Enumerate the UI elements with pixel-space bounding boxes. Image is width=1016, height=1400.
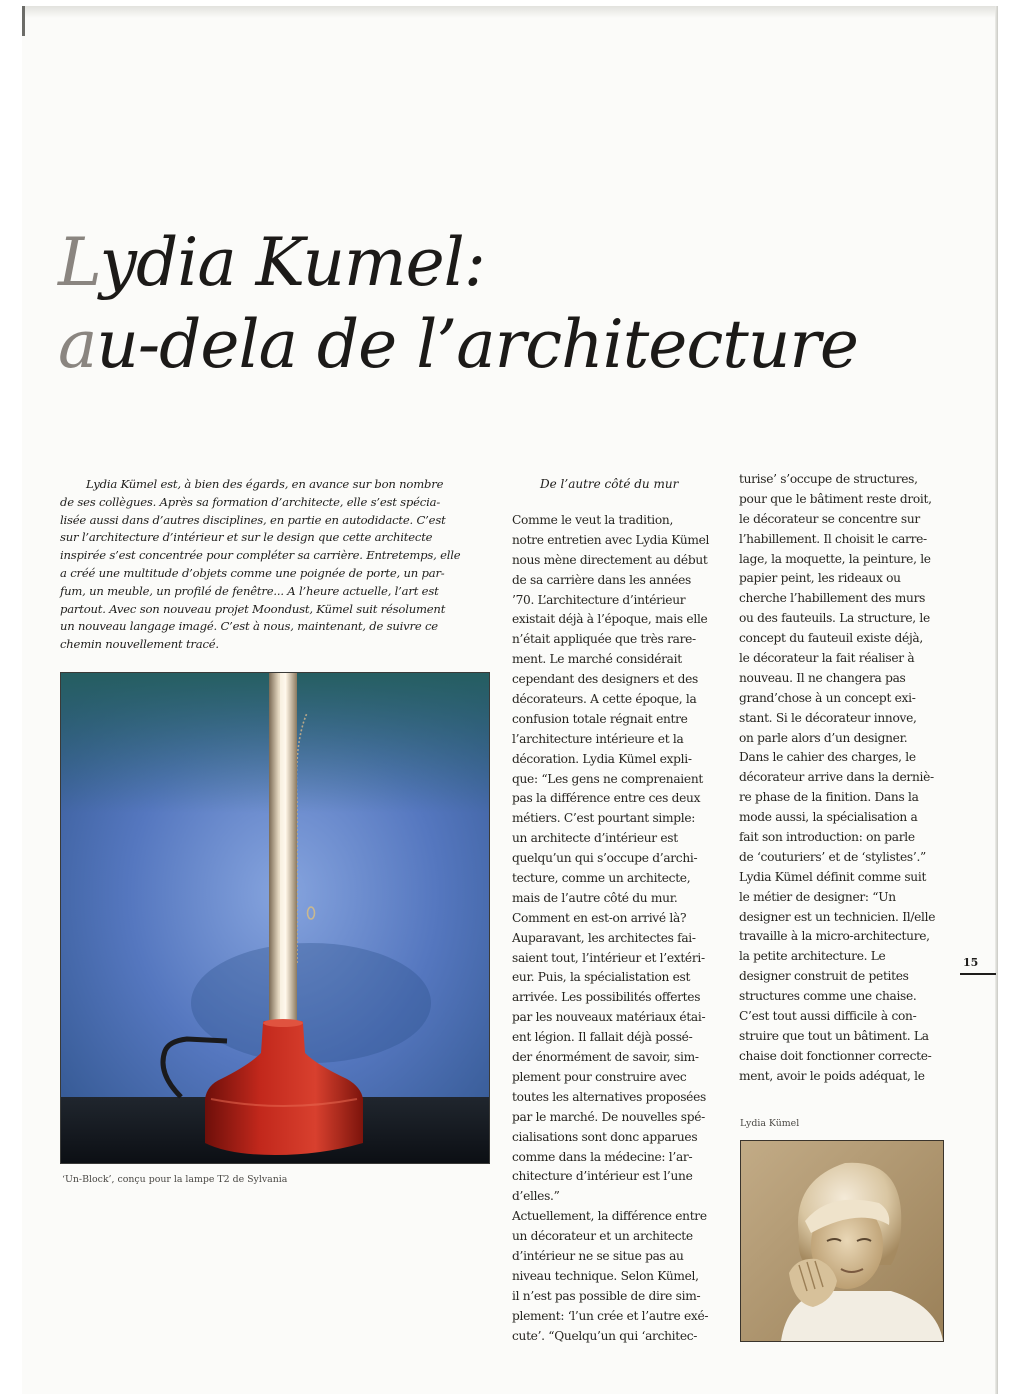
column-1-line: Auparavant, les architectes fai- bbox=[512, 930, 696, 945]
column-2-line: struire que tout un bâtiment. La bbox=[739, 1028, 929, 1043]
intro-line: fum, un meuble, un profilé de fenêtre... A l’heure actuelle, l’art est bbox=[60, 583, 439, 598]
column-1-line: plement pour construire avec bbox=[512, 1069, 687, 1084]
column-2-line: le décorateur se concentre sur bbox=[739, 511, 920, 526]
column-1-line: Comment en est-on arrivé là? bbox=[512, 910, 687, 925]
column-1-line: décoration. Lydia Kümel expli- bbox=[512, 751, 692, 766]
column-2-line: turise’ s’occupe de structures, bbox=[739, 472, 918, 486]
column-2-line: structures comme une chaise. bbox=[739, 989, 917, 1004]
column-1-line: existait déjà à l’époque, mais elle bbox=[512, 612, 708, 627]
column-1-line: décorateurs. A cette époque, la bbox=[512, 692, 697, 707]
column-2-line: concept du fauteuil existe déjà, bbox=[739, 631, 923, 646]
column-2-line: cherche l’habillement des murs bbox=[739, 591, 926, 606]
intro-line: de ses collègues. Après sa formation d’architecte, elle s’est spécia- bbox=[60, 494, 441, 509]
column-2-line: designer construit de petites bbox=[739, 969, 909, 984]
column-2-line: nouveau. Il ne changera pas bbox=[739, 670, 906, 685]
column-1-line: nous mène directement au début bbox=[512, 552, 708, 567]
scan-right-edge bbox=[995, 6, 998, 1394]
column-2-line: décorateur arrive dans la derniè- bbox=[739, 770, 934, 785]
column-2-line: re phase de la finition. Dans la bbox=[739, 790, 919, 805]
title-initial-a: a bbox=[58, 306, 97, 383]
column-1-line: d’elles.” bbox=[512, 1189, 560, 1204]
column-2-line: travaille à la micro-architecture, bbox=[739, 929, 930, 944]
column-2-line: designer est un technicien. Il/elle bbox=[739, 909, 936, 924]
intro-paragraph bbox=[60, 476, 480, 654]
intro-line: chemin nouvellement tracé. bbox=[60, 637, 219, 652]
column-1-line: notre entretien avec Lydia Kümel bbox=[512, 532, 710, 547]
column-1-line: eur. Puis, la spécialistation est bbox=[512, 970, 691, 985]
column-2-line: chaise doit fonctionner correcte- bbox=[739, 1048, 932, 1063]
column-1-line: cialisations sont donc apparues bbox=[512, 1129, 698, 1144]
column-1-line: il n’est pas possible de dire sim- bbox=[512, 1288, 701, 1303]
column-1-line: saient tout, l’intérieur et l’extéri- bbox=[512, 950, 705, 965]
scan-left-edge bbox=[22, 6, 25, 36]
column-2-line: le métier de designer: “Un bbox=[739, 889, 896, 904]
article-title bbox=[58, 222, 858, 386]
scan-top-edge bbox=[22, 6, 998, 18]
column-2-line: l’habillement. Il choisit le carre- bbox=[739, 531, 927, 546]
intro-line: sur l’architecture d’intérieur et sur le design que cette architecte bbox=[60, 530, 433, 545]
intro-line: partout. Avec son nouveau projet Moondust, Kümel suit résolument bbox=[60, 601, 446, 616]
column-2-line: Lydia Kümel définit comme suit bbox=[739, 869, 927, 884]
column-2-line: ment, avoir le poids adéquat, le bbox=[739, 1068, 925, 1083]
column-1-line: un décorateur et un architecte bbox=[512, 1229, 693, 1244]
column-2-line: lage, la moquette, la peinture, le bbox=[739, 551, 931, 566]
column-1-line: chitecture d’intérieur est l’une bbox=[512, 1169, 693, 1184]
column-2-line: le décorateur la fait réaliser à bbox=[739, 651, 915, 666]
title-initial-l: L bbox=[58, 224, 100, 301]
column-2-line: on parle alors d’un designer. bbox=[739, 730, 908, 745]
column-1-line: un architecte d’intérieur est bbox=[512, 831, 678, 846]
column-1-line: plement: ‘l’un crée et l’autre exé- bbox=[512, 1308, 709, 1323]
column-1-line: arrivée. Les possibilités offertes bbox=[512, 990, 701, 1005]
page-number: 15 bbox=[963, 956, 979, 969]
column-1-line: ent légion. Il fallait déjà possé- bbox=[512, 1030, 693, 1045]
intro-line: Lydia Kümel est, à bien des égards, en avance sur bon nombre bbox=[86, 477, 444, 491]
lamp-caption: ‘Un-Block’, conçu pour la lampe T2 de Sylvania bbox=[62, 1174, 288, 1185]
article-column-2 bbox=[739, 470, 935, 1087]
column-1-line: par les nouveaux matériaux étai- bbox=[512, 1010, 706, 1025]
title-line-2 bbox=[58, 304, 858, 386]
column-2-line: de ‘couturiers’ et de ‘stylistes’.” bbox=[739, 849, 926, 864]
page-number-rule bbox=[960, 973, 996, 975]
column-1-line: n’était appliquée que très rare- bbox=[512, 632, 696, 647]
column-1-line: Comme le veut la tradition, bbox=[512, 513, 674, 527]
column-2-line: ou des fauteuils. La structure, le bbox=[739, 611, 930, 626]
intro-line: un nouveau langage imagé. C’est à nous, maintenant, de suivre ce bbox=[60, 619, 438, 634]
column-1-line: Actuellement, la différence entre bbox=[512, 1209, 707, 1224]
column-2-line: grand’chose à un concept exi- bbox=[739, 690, 916, 705]
column-1-line: ment. Le marché considérait bbox=[512, 652, 682, 667]
column-1-line: l’architecture intérieure et la bbox=[512, 731, 684, 746]
column-1-line: que: “Les gens ne comprenaient bbox=[512, 771, 703, 786]
sepia-portrait-photo-icon bbox=[741, 1141, 943, 1341]
column-1-line: ’70. L’architecture d’intérieur bbox=[512, 592, 686, 607]
column-1-line: toutes les alternatives proposées bbox=[512, 1089, 706, 1104]
column-2-line: fait son introduction: on parle bbox=[739, 830, 915, 845]
portrait-caption: Lydia Kümel bbox=[740, 1118, 800, 1129]
column-2-line: Dans le cahier des charges, le bbox=[739, 750, 916, 765]
column-1-line: tecture, comme un architecte, bbox=[512, 871, 691, 886]
column-2-line: stant. Si le décorateur innove, bbox=[739, 710, 917, 725]
column-1-line: niveau technique. Selon Kümel, bbox=[512, 1268, 699, 1283]
title-line-2-text: u-dela de l’architecture bbox=[96, 306, 858, 383]
column-1-line: cute’. “Quelqu’un qui ‘architec- bbox=[512, 1328, 698, 1343]
column-1-line: d’intérieur ne se situe pas au bbox=[512, 1248, 684, 1263]
portrait-photo bbox=[740, 1140, 944, 1342]
column-2-line: la petite architecture. Le bbox=[739, 949, 886, 964]
title-line-1 bbox=[58, 222, 858, 304]
column-1-line: quelqu’un qui s’occupe d’archi- bbox=[512, 851, 698, 866]
column-1-line: pas la différence entre ces deux bbox=[512, 791, 701, 806]
column-1-line: cependant des designers et des bbox=[512, 672, 698, 687]
intro-line: a créé une multitude d’objets comme une poignée de porte, un par- bbox=[60, 565, 445, 580]
column-1-line: comme dans la médecine: l’ar- bbox=[512, 1149, 693, 1164]
title-line-1-text: ydia Kumel: bbox=[99, 224, 485, 301]
intro-line: inspirée s’est concentrée pour compléter sa carrière. Entretemps, elle bbox=[60, 548, 461, 563]
column-1-line: confusion totale régnait entre bbox=[512, 711, 688, 726]
column-1-line: de sa carrière dans les années bbox=[512, 572, 691, 587]
column-2-line: pour que le bâtiment reste droit, bbox=[739, 491, 932, 506]
red-lamp-photo-icon bbox=[61, 673, 489, 1163]
column-2-line: C’est tout aussi difficile à con- bbox=[739, 1009, 917, 1024]
column-2-line: mode aussi, la spécialisation a bbox=[739, 810, 918, 825]
column-1-line: métiers. C’est pourtant simple: bbox=[512, 811, 696, 826]
column-1-line: mais de l’autre côté du mur. bbox=[512, 890, 678, 905]
column-2-line: papier peint, les rideaux ou bbox=[739, 571, 901, 586]
article-column-1 bbox=[512, 511, 709, 1346]
column-1-line: der énormément de savoir, sim- bbox=[512, 1050, 699, 1065]
lamp-photo bbox=[60, 672, 490, 1164]
section-heading: De l’autre côté du mur bbox=[540, 477, 679, 491]
intro-line: lisée aussi dans d’autres disciplines, en partie en autodidacte. C’est bbox=[60, 512, 446, 527]
column-1-line: par le marché. De nouvelles spé- bbox=[512, 1109, 705, 1124]
